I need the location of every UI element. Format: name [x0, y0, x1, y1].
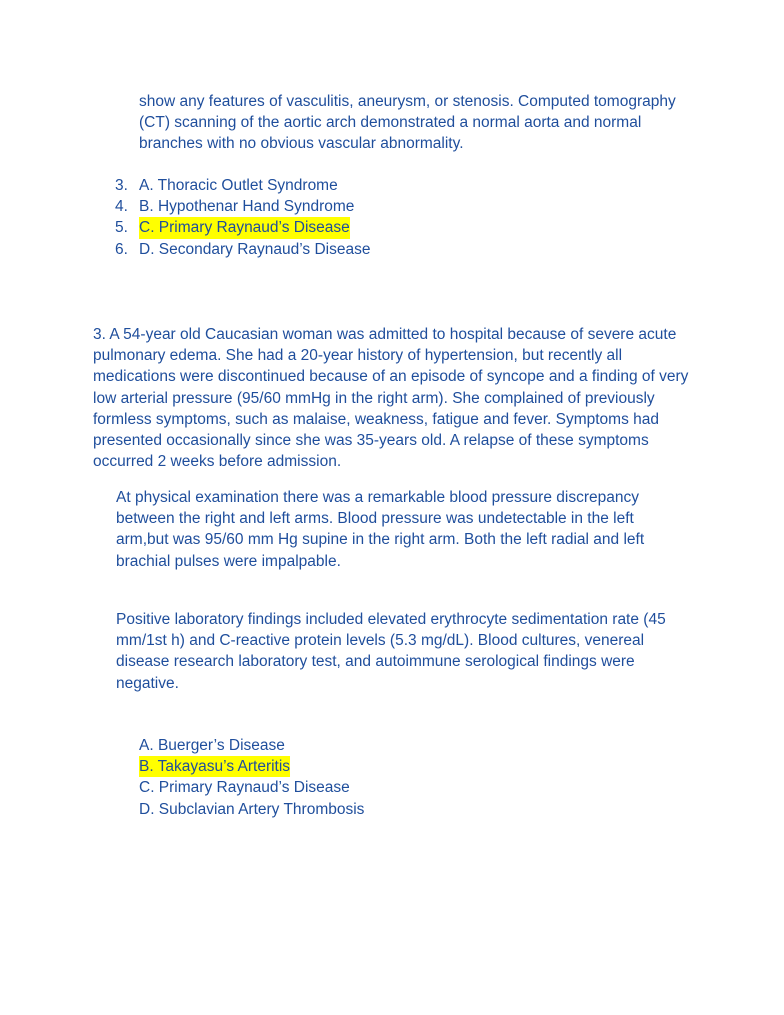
- q2-intro-tail: show any features of vasculitis, aneurysm, or stenosis. Computed tomography (CT) scanning of the aortic arch demonstrated a normal aorta and normal branches with no obvious vascular abnormality.: [139, 93, 676, 153]
- list-number: 3.: [115, 177, 128, 194]
- q2-option-b: [115, 196, 370, 217]
- option-text: B. Hypothenar Hand Syndrome: [139, 198, 355, 216]
- list-number: 6.: [115, 240, 128, 258]
- list-number: 5.: [115, 219, 128, 237]
- q2-options: [115, 175, 370, 260]
- q2-option-c: [115, 217, 370, 238]
- q3-option-a: [139, 735, 364, 756]
- option-text: D. Secondary Raynaud’s Disease: [139, 240, 371, 258]
- q2-option-a: [115, 175, 370, 196]
- option-text: D. Subclavian Artery Thrombosis: [139, 800, 365, 818]
- q3-labs: Positive laboratory findings included elevated erythrocyte sedimentation rate (45 mm/1st h) and C-reactive protein levels (5.3 mg/dL). Blood cultures, venereal disease research laboratory test, and autoimmune serological findings were negative.: [116, 611, 666, 692]
- q2-option-d: [115, 239, 370, 260]
- q3-exam: At physical examination there was a remarkable blood pressure discrepancy between the right and left arms. Blood pressure was undetectable in the left arm,but was 95/60 mm Hg supine in the right arm. Both the left radial and left brachial pulses were impalpable.: [116, 489, 645, 570]
- q3-options: [139, 735, 364, 820]
- option-text-highlighted: C. Primary Raynaud’s Disease: [139, 217, 350, 238]
- q3-stem: 3. A 54-year old Caucasian woman was admitted to hospital because of severe acute pulmonary edema. She had a 20-year history of hypertension, but recently all medications were discontinued because of an episode of syncope and a finding of very low arterial pressure (95/60 mmHg in the right arm). She complained of previously formless symptoms, such as malaise, weakness, fatigue and fever. Symptoms had presented occasionally since she was 35-years old. A relapse of these symptoms occurred 2 weeks before admission.: [93, 326, 689, 471]
- q3-option-c: [139, 777, 364, 798]
- list-number: 4.: [115, 198, 128, 216]
- q3-option-b: [139, 756, 364, 777]
- option-text: A. Buerger’s Disease: [139, 737, 285, 754]
- q3-option-d: [139, 799, 364, 820]
- option-text-highlighted: B. Takayasu’s Arteritis: [139, 756, 290, 777]
- option-text: A. Thoracic Outlet Syndrome: [139, 177, 338, 194]
- option-text: C. Primary Raynaud’s Disease: [139, 779, 350, 797]
